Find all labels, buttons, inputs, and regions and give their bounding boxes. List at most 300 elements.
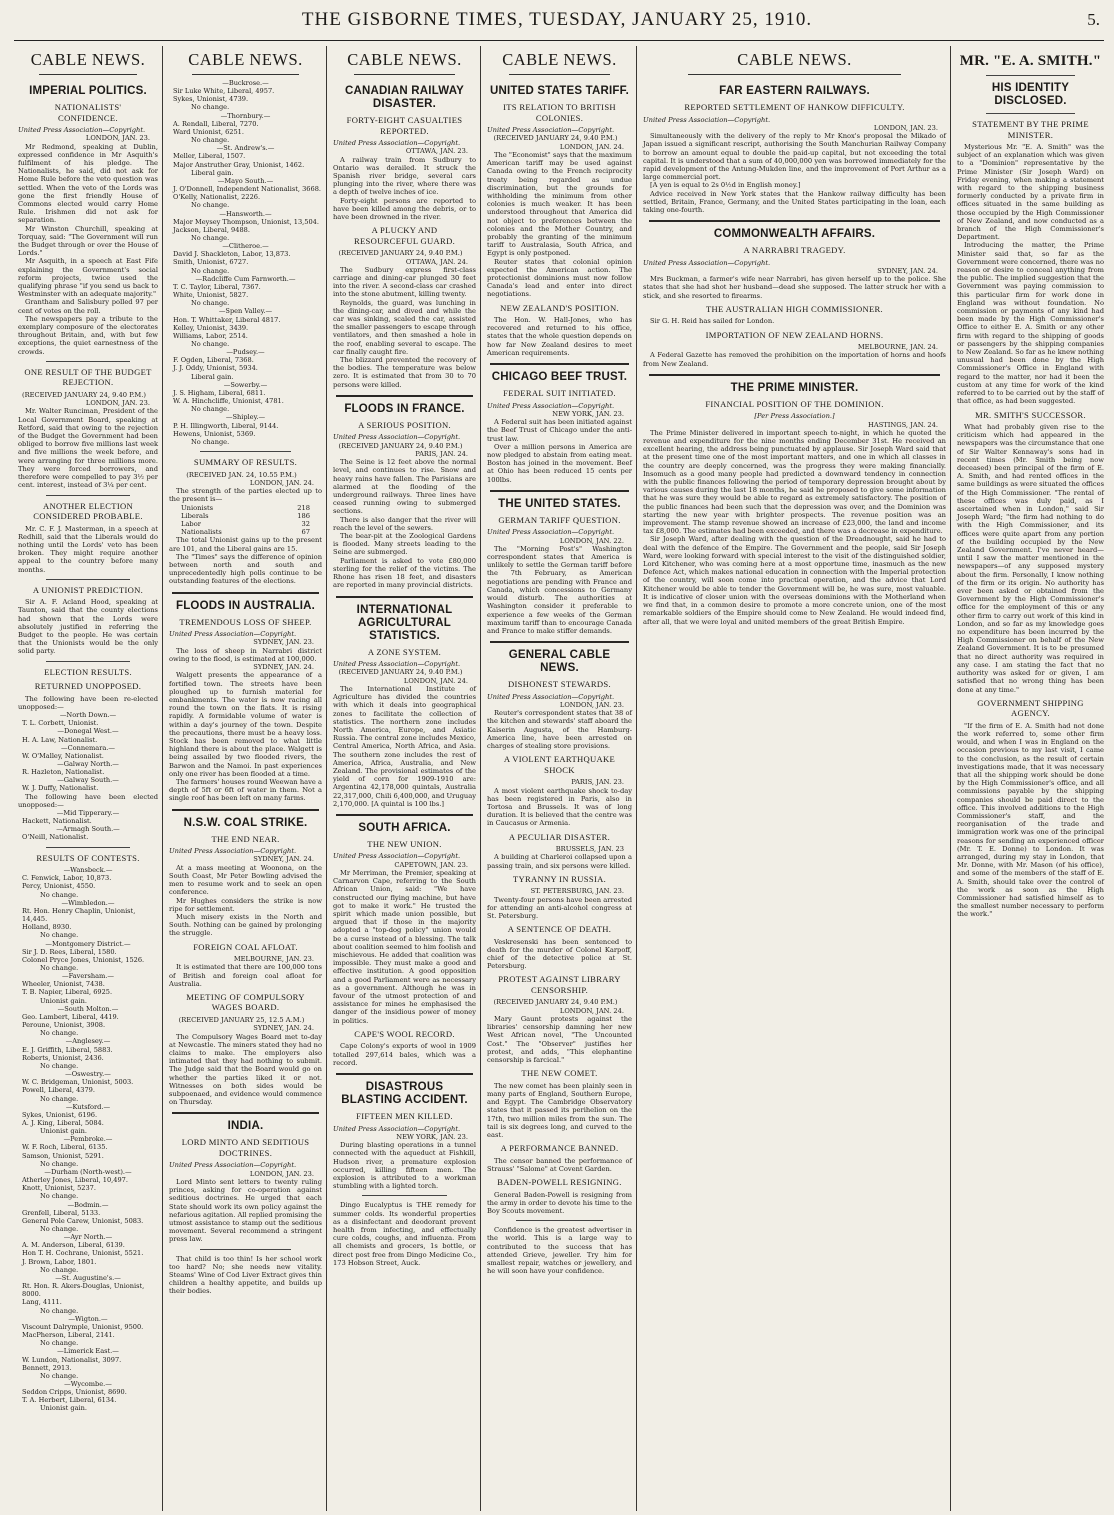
article-subheading: FIFTEEN MEN KILLED. <box>356 1111 453 1121</box>
candidate-result: Sykes, Unionist, 4739. <box>173 95 249 104</box>
dateline: PARIS, JAN. 23. <box>571 778 624 787</box>
press-credit: United Press Association—Copyright. <box>643 115 771 124</box>
page-number: 5. <box>1087 10 1100 29</box>
article-heading: FAR EASTERN RAILWAYS. <box>719 85 870 97</box>
candidate-result: Geo. Lambert, Liberal, 4419. <box>22 1012 119 1021</box>
column-heading: CABLE NEWS. <box>333 46 476 79</box>
column-heading: CABLE NEWS. <box>487 46 632 79</box>
candidate-result: White, Unionist, 5827. <box>173 291 249 300</box>
constituency-name: —Kutsford.— <box>65 1102 111 1111</box>
summary-row <box>181 504 310 512</box>
article-heading: SOUTH AFRICA. <box>358 821 451 834</box>
seat-change: No change. <box>40 1094 79 1103</box>
press-credit: United Press Association—Copyright. <box>487 528 615 537</box>
seat-change: Unionist gain. <box>40 996 87 1005</box>
article-heading: UNITED STATES TARIFF. <box>490 85 629 97</box>
paragraph: General Baden-Powell is resigning from the army in order to devote his time to the Boy Scouts movement. <box>487 1190 632 1215</box>
candidate-result: W. J. Duffy, Nationalist. <box>22 784 99 793</box>
article-subheading: FINANCIAL POSITION OF THE DOMINION. <box>705 398 884 409</box>
article-heading: IMPERIAL POLITICS. <box>29 85 147 97</box>
paragraph: Much misery exists in the North and South. Nothing can be gained by prolonging the struggle. <box>169 912 322 938</box>
column-heading: CABLE NEWS. <box>18 46 158 79</box>
candidate-result: R. Hazleton, Nationalist. <box>22 768 105 777</box>
candidate-result: Ward Unionist, 6251. <box>173 127 244 136</box>
candidate-result: Major Anstruther Gray, Unionist, 1462. <box>173 160 305 169</box>
article-subheading: A PECULIAR DISASTER. <box>508 831 611 842</box>
constituency-name: —Pudsey.— <box>226 348 265 357</box>
seat-change: No change. <box>40 1029 79 1038</box>
paragraph: The bear-pit at the Zoological Gardens is flooded. Many streets leading to the Seine are submerged. <box>333 532 476 557</box>
article-subheading: PROTEST AGAINST LIBRARY CENSORSHIP. <box>498 974 621 995</box>
paragraph: A Federal Gazette has removed the prohibition on the importation of horns and hoofs from New Zealand. <box>643 351 946 368</box>
candidate-result: W. A. Hinchcliffe, Unionist, 4781. <box>173 397 284 406</box>
article-subheading: MR. SMITH'S SUCCESSOR. <box>975 409 1086 420</box>
paragraph: A railway train from Sudbury to Ontario was derailed. It struck the Spanish river bridge, several cars plunging into the river, where there was a depth of twelve inches of ice. <box>333 155 476 197</box>
seat-change: No change. <box>191 340 230 348</box>
candidate-result: Sir Luke White, Liberal, 4957. <box>173 87 275 96</box>
article-subheading: IMPORTATION OF NEW ZEALAND HORNS. <box>705 329 884 340</box>
constituency-name: —Galway South.— <box>57 776 119 785</box>
paragraph: It is estimated that there are 100,000 tons of British and foreign coal afloat for Australia. <box>169 963 322 988</box>
candidate-result: Powell, Liberal, 4379. <box>22 1086 95 1095</box>
dateline: LONDON, JAN. 23. <box>873 123 938 132</box>
party-name: Liberals <box>181 511 209 520</box>
paragraph: The loss of sheep in Narrabri district owing to the flood, is estimated at 100,000. <box>169 646 322 663</box>
dateline: HASTINGS, JAN. 24. <box>868 420 938 429</box>
column-heading: CABLE NEWS. <box>643 46 946 79</box>
seat-change: No change. <box>191 103 230 112</box>
candidate-result: Sir J. D. Rees, Liberal, 1580. <box>22 947 117 956</box>
received-line: (RECEIVED JANUARY 24, 9.40 P.M.) <box>493 134 618 143</box>
seat-change: No change. <box>40 1306 79 1315</box>
paragraph: [A yen is equal to 2s 0½d in English money.] <box>650 181 801 190</box>
paragraph: Reuter states that colonial opinion expected the American action. The protectionist dominions must now follow Canada's lead and enter into direct negotiations. <box>487 257 632 299</box>
article-subheading: LORD MINTO AND SEDITIOUS DOCTRINES. <box>181 1137 310 1158</box>
article-subheading: GOVERNMENT SHIPPING AGENCY. <box>977 697 1084 719</box>
results-list <box>18 711 158 793</box>
article-subheading: A NARRABRI TRAGEDY. <box>743 245 846 256</box>
candidate-result: F. Ogden, Liberal, 7368. <box>173 356 254 365</box>
candidate-result: Atherley Jones, Liberal, 10,497. <box>22 1176 128 1185</box>
constituency-name: —Spen Valley.— <box>218 307 273 316</box>
paragraph: The censor banned the performance of Strauss' "Salome" at Covent Garden. <box>487 1156 632 1173</box>
dateline: SYDNEY, JAN. 24. <box>253 855 314 864</box>
press-credit: United Press Association—Copyright. <box>333 852 461 861</box>
candidate-result: Major Meysey Thompson, Unionist, 13,504. <box>173 217 319 226</box>
received-line: (RECEIVED JANUARY 24, 9.40 P.M.) <box>22 390 146 399</box>
constituency-name: —Sowerby.— <box>223 380 268 389</box>
dateline: CAPETOWN, JAN. 23. <box>394 860 468 869</box>
seat-change: No change. <box>40 931 79 940</box>
paragraph: Lord Minto sent letters to twenty ruling princes, asking for co-operation against seditious doctrines. He urged that each State should work its own policy against the nefarious agitation. All replied promising the utmost assistance to stamp out the seditious movement. Several recommend a stringent press law. <box>169 1177 322 1244</box>
article-heading: CANADIAN RAILWAY DISASTER. <box>344 85 465 110</box>
seat-count: 186 <box>297 511 310 520</box>
candidate-result: A. J. King, Liberal, 5084. <box>22 1118 104 1127</box>
divider <box>46 661 130 662</box>
seat-count: 67 <box>301 528 310 537</box>
constituency-name: —Wycombe.— <box>64 1379 112 1388</box>
dateline: NEW YORK, JAN. 23. <box>396 1132 468 1141</box>
constituency-name: —Wansbeck.— <box>63 866 113 875</box>
summary-table <box>169 504 322 537</box>
seat-change: No change. <box>40 1265 79 1274</box>
paragraph: Parliament is asked to vote £80,000 sterling for the relief of the victims. The Rhone has risen 18 feet, and disasters are reported in many provincial districts. <box>333 556 476 590</box>
candidate-result: J. S. Higham, Liberal, 6811. <box>173 388 266 397</box>
paragraph: The "Morning Post's" Washington correspondent states that America is unlikely to settle the German tariff before the 7th February, as American negotiations are pending with France and Canada, which concessions to Germany would disturb. The authorities at Washington consider it preferable to experience a few weeks of the German maximum tariff than to encourage Canada and France to make stiffer demands. <box>487 544 632 635</box>
section-rule <box>490 641 629 643</box>
candidate-result: David J. Shackleton, Labor, 13,873. <box>173 250 291 259</box>
newspaper-title: THE GISBORNE TIMES, TUESDAY, JANUARY 25, 1910. <box>301 9 813 30</box>
seat-change: No change. <box>191 136 230 145</box>
divider <box>986 113 1074 114</box>
paragraph: At a mass meeting at Woonona, on the South Coast, Mr Peter Bowling advised the men to resume work and to seek an open conference. <box>169 863 322 897</box>
paragraph: Cape Colony's exports of wool in 1909 totalled 297,614 bales, which was a record. <box>333 1042 476 1067</box>
paragraph: The "Economist" says that the maximum American tariff may be used against Canada owing to the French reciprocity treaty being regarded as undue discrimination, but the grounds for withholding the minimum from other colonies is much weaker. It has been understood throughout that America did not object to preferences between the colonies and the Mother Country, and probably the granting of the minimum tariff to Australasia, South Africa, and Egypt is only postponed. <box>487 150 632 258</box>
candidate-result: Kelley, Unionist, 3439. <box>173 323 249 332</box>
results-list <box>169 79 322 446</box>
candidate-result: A. M. Anderson, Liberal, 6139. <box>22 1241 125 1250</box>
constituency-name: —Mayo South.— <box>217 176 274 185</box>
section-rule <box>649 220 940 222</box>
constituency-name: —Buckrose.— <box>222 79 269 87</box>
article-subheading: STATEMENT BY THE PRIME MINISTER. <box>972 119 1089 140</box>
advertisement: Dingo Eucalyptus is THE remedy for summer colds. Its wonderful properties as a disinfectant and deodorant prevent health from infecting, and effectually cure colds, coughs, and influenza. From all chemists and grocers, 1s bottle, or direct post free from Dingo Medicine Co., 173 Hobson Street, Auck. <box>333 1201 476 1267</box>
paragraph: Mr Redmond, speaking at Dublin, expressed confidence in Mr Asquith's fulfilment of his pledge. The Nationalists, he said, did not ask for Home Rule before the veto question was settled. When the veto of the Lords was gone the first friendly House of Commons elected would carry Home Rule. Irishmen did not ask for separation. <box>18 142 158 225</box>
section-rule <box>490 490 629 492</box>
candidate-result: Knott, Unionist, 5237. <box>22 1184 96 1193</box>
candidate-result: W. C. Bridgeman, Unionist, 5003. <box>22 1078 134 1087</box>
seat-change: No change. <box>40 964 79 973</box>
column-5 <box>636 46 948 1511</box>
candidate-result: T. L. Corbett, Unionist. <box>22 719 99 728</box>
dateline: BRUSSELS, JAN. 23 <box>555 845 624 854</box>
columns <box>12 46 1106 1511</box>
article-subheading: RETURNED UNOPPOSED. <box>34 681 142 692</box>
candidate-result: J. Brown, Labor, 1801. <box>22 1257 97 1266</box>
candidate-result: Seddon Cripps, Unionist, 8690. <box>22 1388 127 1397</box>
dateline: MELBOURNE, JAN. 24. <box>857 343 938 352</box>
candidate-result: Rt. Hon. Henry Chaplin, Unionist, 14,445. <box>22 906 136 924</box>
paragraph: There is also danger that the river will reach the level of the sewers. <box>333 515 476 532</box>
paragraph: The strength of the parties elected up to the present is— <box>169 487 322 504</box>
dateline: LONDON, JAN. 23. <box>249 1169 314 1178</box>
column-heading: CABLE NEWS. <box>169 46 322 79</box>
seat-change: No change. <box>191 405 230 414</box>
article-subheading: DISHONEST STEWARDS. <box>508 679 611 690</box>
column-1 <box>12 46 160 1511</box>
paragraph: During blasting operations in a tunnel connected with the aqueduct at Fishkill, Hudson river, a premature explosion occurred, killing fifteen men. The explosion is attributed to a workman stumbling with a lighted torch. <box>333 1141 476 1191</box>
paragraph: Walgett presents the appearance of a fortified town. The streets have been ploughed up to furnish material for embankments. The water is now racing all round the town on the flats. It is rising rapidly. A formidable volume of water is within a day's journey of the town. Despite the precautions, there must be a heavy loss. Stock has been removed to what little highland there is about the place. Walgett is being assailed by two flooded rivers, the Barwon and the Namoi. In past experiences only one river has been flooded at a time. <box>169 671 322 778</box>
article-subheading: A PERFORMANCE BANNED. <box>500 1143 619 1154</box>
section-rule <box>649 374 940 376</box>
article-heading: FLOODS IN AUSTRALIA. <box>175 599 315 612</box>
press-credit: United Press Association—Copyright. <box>333 433 461 442</box>
section-rule <box>336 395 473 397</box>
seat-change: Unionist gain. <box>40 1127 87 1136</box>
article-subheading: A VIOLENT EARTHQUAKE SHOCK <box>503 754 616 775</box>
candidate-result: O'Neill, Nationalist. <box>22 833 89 842</box>
candidate-result: Hackett, Nationalist. <box>22 817 92 826</box>
section-rule <box>172 592 319 594</box>
candidate-result: General Pole Carew, Unionist, 5083. <box>22 1216 144 1225</box>
candidate-result: E. J. Griffith, Liberal, 5883. <box>22 1045 113 1054</box>
candidate-result: Jackson, Liberal, 9488. <box>173 225 250 234</box>
seat-change: No change. <box>191 233 230 242</box>
article-heading: GENERAL CABLE NEWS. <box>508 649 611 675</box>
section-rule <box>490 363 629 365</box>
dateline: LONDON, JAN. 23. <box>85 134 150 143</box>
paragraph: The Prime Minister delivered in important speech to-night, in which he quoted the revenue and expenditure for the nine months ending December 31st. He received an excellent hearing, the address being punctuated by applause. Sir Joseph Ward said that at the present time one of the most important matters, and one in which all classes in the country are deeply concerned, was the progress they were making financially. Insomuch as a good many people had predicted a downward tendency in connection with the public finances following the period of temporary depression brought about by various causes during the last 18 months, he said he proposed to give some information that he was sure they would be able to regard as extremely satisfactory. The position of the public finances had been such that the depression was over, and the Dominion was starting the new year with brighter prospects. The revenue position was an improvement. The stamp revenue showed an increase of £23,000, the land and income tax £8,000. The estimates had been exceeded, and there was a decrease in expenditure. <box>643 428 946 536</box>
article-subheading: TREMENDOUS LOSS OF SHEEP. <box>179 616 312 627</box>
paragraph: Grantham and Salisbury polled 97 per cent of votes on the roll. <box>18 298 158 315</box>
paragraph: The International Institute of Agriculture has divided the countries with which it deals into geographical zones to facilitate the collection of statistics. The northern zone includes North America, Europe, and Asiatic Russia. The central zone includes Mexico, Central America, North Africa, and Asia. The southern zone includes the rest of America, Africa, Australia, and New Zealand. The provisional estimates of the yield of corn for 1909-1910 are: Argentina 42,178,000 quintals, Australia 22,317,000, Chili 6,400,000, and Uruguay 2,170,000. [A quintal is 100 lbs.] <box>333 684 476 808</box>
candidate-result: A. Rendall, Liberal, 7270. <box>173 119 259 128</box>
advertisement: That child is too thin! Is her school work too hard? No; she needs new vitality. Steams' Wine of Cod Liver Extract gives thin children a healthy appetite, and builds up their bodies. <box>169 1254 322 1296</box>
summary-row <box>181 528 310 536</box>
article-subheading: THE END NEAR. <box>211 833 280 844</box>
received-line: (RECEIVED JANUARY 24, 9.40 P.M.) <box>493 998 618 1007</box>
party-name: Labor <box>181 519 201 528</box>
seat-change: No change. <box>40 1225 79 1234</box>
article-subheading: A UNIONIST PREDICTION. <box>32 584 144 595</box>
received-line: (RECEIVED JANUARY 24, 9.40 P.M.) <box>338 441 463 450</box>
constituency-name: —Bodmin.— <box>67 1200 109 1209</box>
constituency-name: —Mid Tipperary.— <box>56 809 120 818</box>
press-credit: United Press Association—Copyright. <box>169 847 297 856</box>
seat-change: No change. <box>40 1371 79 1380</box>
article-heading: INDIA. <box>227 1120 264 1133</box>
column-3 <box>326 46 478 1511</box>
candidate-result: W. F. Roch, Liberal, 6135. <box>22 1143 108 1152</box>
paragraph: The Sudbury express first-class carriage and dining-car plunged 30 feet into the river. A second-class car crashed into the stone abutment, killing twenty. <box>333 265 476 299</box>
paragraph: Over a million persons in America are now pledged to abstain from eating meat. Boston has joined in the movement. Beef at Ohio has been reduced 15 cents per 100lbs. <box>487 442 632 484</box>
paragraph: The new comet has been plainly seen in many parts of England, Southern Europe, and Egypt. The Cambridge Observatory states that it passed its perihelion on the 17th, two million miles from the sun. The tail is six degrees long, and curved to the east. <box>487 1081 632 1139</box>
paragraph: The Hon. W. Hall-Jones, who has recovered and returned to his office, states that the whole question depends on how far New Zealand desires to meet American requirements. <box>487 316 632 357</box>
article-subheading: THE NEW UNION. <box>367 838 442 849</box>
article-subheading: TYRANNY IN RUSSIA. <box>512 873 607 884</box>
press-credit: United Press Association—Copyright. <box>643 258 771 267</box>
press-credit: United Press Association—Copyright. <box>487 692 615 701</box>
paragraph: What had probably given rise to the criticism which had appeared in the newspapers was the circumstance that one of Sir Walter Kennaway's sons had in recent times (Mr. Smith being now deceased) been principal of the firm of E. A. Smith, and had rented offices in the same buildings as were situated the offices of the High Commissioner. "The rental of these offices was duly paid, as I ascertained when in London," said Sir Joseph Ward; "the firm had nothing to do with the High Commissioner, and its offices were quite apart from any portion of the building occupied by the New Zealand Government. I've never heard—until I saw the matter mentioned in the newspapers—of any supposed mystery about the firm. Personally, I know nothing of the firm or its origin. No authority has ever been asked or obtained from the Government by the High Commissioner's office for the employment of this or any other firm to carry out work of this kind in London, and so far as my knowledge goes no expenditure has been incurred by the High Commissioner on behalf of the New Zealand Government. It is to be presumed that no direct authority was required in any case. I am stating the fact that no authority was asked for or given, I am satisfied that no wrong thing has been done at any time." <box>957 423 1104 694</box>
article-heading: COMMONWEALTH AFFAIRS. <box>713 228 876 241</box>
candidate-result: Viscount Dalrymple, Unionist, 9500. <box>22 1322 144 1331</box>
article-subheading: THE NEW COMET. <box>521 1068 598 1079</box>
masthead-rule <box>14 40 1104 41</box>
candidate-result: MacPherson, Liberal, 2141. <box>22 1331 115 1340</box>
seat-change: No change. <box>40 1061 79 1070</box>
article-heading: THE PRIME MINISTER. <box>730 381 859 394</box>
constituency-name: —St. Andrew's.— <box>216 144 275 153</box>
dateline: SYDNEY, JAN. 23. <box>253 638 314 647</box>
article-subheading: REPORTED SETTLEMENT OF HANKOW DIFFICULTY. <box>684 102 905 112</box>
seat-change: No change. <box>191 299 230 308</box>
paragraph: Introducing the matter, the Prime Minister said that, so far as the Government were concerned, there was no reason or desire to conceal anything from the public. The implied suggestion that the Government was paying commission to this particular firm for work done in England was without foundation. No commission or payments of any kind had been made by the High Commissioner's Office to either E. A. Smith or any other firm with regard to the shipping of goods or passengers by the shipping companies to New Zealand. So far as he knew nothing unusual had been done by the High Commissioner's Office in England with regard to the matter, nor had it been the custom at any time for work of the kind referred to to be carried out by the staff of that office, as had been suggested. <box>957 241 1104 406</box>
article-subheading: ANOTHER ELECTION CONSIDERED PROBABLE. <box>33 500 143 521</box>
candidate-result: Meller, Liberal, 1507. <box>173 152 246 161</box>
dateline: LONDON, JAN. 22. <box>559 536 624 545</box>
article-subheading: A SENTENCE OF DEATH. <box>507 924 612 935</box>
received-line: (RECEIVED JANUARY 25, 12.5 A.M.) <box>178 1015 305 1024</box>
article-subheading: NEW ZEALAND'S POSITION. <box>500 302 619 313</box>
constituency-name: —Armagh South.— <box>56 825 120 834</box>
article-subheading: CAPE'S WOOL RECORD. <box>354 1028 455 1039</box>
dateline: LONDON, JAN. 24. <box>559 142 624 151</box>
paragraph: Mr. C. F. J. Masterman, in a speech at Redhill, said that the Liberals would do nothing until the Lords' veto has been broken. They might require another appeal to the country before many months. <box>18 524 158 574</box>
candidate-result: O'Kelly, Nationalist, 2226. <box>173 193 261 202</box>
press-credit: United Press Association—Copyright. <box>169 630 297 639</box>
candidate-result: T. A. Herbert, Liberal, 6134. <box>22 1396 117 1405</box>
column-6 <box>950 46 1106 1511</box>
constituency-name: —South Molton.— <box>57 1004 119 1013</box>
divider <box>46 361 130 362</box>
candidate-result: J. O'Donnell, Independent Nationalist, 3668. <box>173 185 321 194</box>
constituency-name: —St. Augustine's.— <box>55 1273 121 1282</box>
section-rule <box>336 814 473 816</box>
article-subheading: A SERIOUS POSITION. <box>358 419 451 430</box>
article-subheading: FOREIGN COAL AFLOAT. <box>193 941 298 952</box>
article-subheading: ONE RESULT OF THE BUDGET REJECTION. <box>24 366 152 388</box>
paragraph: A most violent earthquake shock to-day has been registered in Paris, also in Tortosa and Brussels. It was of long duration. It is believed that the centre was in Caucasus or Armenia. <box>487 786 632 828</box>
article-heading: FLOODS IN FRANCE. <box>344 402 465 415</box>
article-subheading: ELECTION RESULTS. <box>44 666 132 677</box>
dateline: LONDON, JAN. 24. <box>559 1006 624 1015</box>
candidate-result: C. Fenwick, Labor, 10,873. <box>22 874 112 883</box>
advertisement: Confidence is the greatest advertiser in the world. This is a large way to contributed to the success that has attended Grieve, jeweller. Try him for smallest repair, watches or jewellery, and he will soon have your confidence. <box>487 1226 632 1276</box>
divider <box>362 1195 448 1196</box>
press-credit: United Press Association—Copyright. <box>333 1124 461 1133</box>
paragraph: Mr Hughes considers the strike is now ripe for settlement. <box>169 896 322 913</box>
constituency-name: —Shipley.— <box>225 413 266 422</box>
press-credit: [Per Press Association.] <box>754 412 835 421</box>
press-credit: United Press Association—Copyright. <box>487 401 615 410</box>
paragraph: Forty-eight persons are reported to have been killed among the debris, or to have been drowned in the river. <box>333 196 476 222</box>
paragraph: The total Unionist gains up to the present are 101, and the Liberal gains are 15. <box>169 536 322 553</box>
constituency-name: —Oswestry.— <box>65 1070 111 1079</box>
column-4 <box>480 46 634 1511</box>
candidate-result: Colonel Pryce Jones, Unionist, 1526. <box>22 955 145 964</box>
summary-row <box>181 520 310 528</box>
divider <box>200 451 292 452</box>
divider <box>986 75 1074 76</box>
section-rule <box>336 1073 473 1075</box>
paragraph: Sir A. F. Acland Hood, speaking at Taunton, said that the county elections had shown that the Lords were absolutely justified in referring the Budget to the people. He was certain that the Unionists would be the only solid party. <box>18 598 158 656</box>
party-name: Unionists <box>181 503 214 512</box>
article-subheading: BADEN-POWELL RESIGNING. <box>497 1177 622 1188</box>
paragraph: The Seine is 12 feet above the normal level, and continues to rise. Snow and heavy rains have fallen. The Parisians are alarmed at the flooding of the underground railways. Three lines have ceased running owing to submerged sections. <box>333 458 476 516</box>
seat-change: No change. <box>40 1339 79 1348</box>
divider <box>46 847 130 848</box>
section-rule <box>336 596 473 598</box>
paragraph: Simultaneously with the delivery of the reply to Mr Knox's proposal the Mikado of Japan issued a significant rescript, authorising the South Manchurian Railway Company to borrow an amount equal to double the paid-up capital, but not exceeding the total capital. It is understood that a sum of 40,000,000 yen was borrowed immediately for the rapid development of the Antung-Mukden line, and the improvement of Port Arthur as a large commercial port. <box>643 132 946 182</box>
article-subheading: A ZONE SYSTEM. <box>367 646 442 657</box>
candidate-result: W. Lundon, Nationalist, 3097. <box>22 1355 122 1364</box>
seat-change: No change. <box>191 201 230 210</box>
received-line: (RECEIVED JANUARY 24, 9.40 P.M.) <box>338 249 463 258</box>
seat-change: Unionist gain. <box>40 1404 87 1413</box>
candidate-result: Williams, Labor, 2514. <box>173 331 248 340</box>
candidate-result: Bennett, 2913. <box>22 1363 72 1372</box>
paragraph: Sir Joseph Ward, after dealing with the question of the Dreadnought, said he had to deal with the defence of the Empire. The Government and the people, said Sir Joseph Ward, were looking forward with special interest to the visit of the distinguished soldier, Lord Kitchener, who was coming here at a most opportune time, inasmuch as the new Defence Act, which makes national education in connection with the Imperial protection of the country, will soon come into practical operation, and the advice that Lord Kitchener would be able to tender the Government will be, he was sure, most valuable. It is indicative of closer union with the overseas dominions with the Motherland when we find that, in a common desire to promote a more concrete union, one of the most remarkable soldiers of the Empire should come to New Zealand. He would indeed find, after all, that we were loyal and united members of the great British Empire. <box>643 535 946 626</box>
press-credit: United Press Association—Copyright. <box>18 126 146 134</box>
candidate-result: Hon T. H. Cochrane, Unionist, 5521. <box>22 1249 144 1258</box>
paragraph: Reuter's correspondent states that 38 of the kitchen and stewards' staff aboard the Kaiserin Augusta, of the Hamburg-America line, have been arrested on charges of stealing store provisions. <box>487 709 632 751</box>
constituency-name: —Wimbledon.— <box>61 898 115 907</box>
paragraph: Advice received in New York states that the Hankow railway difficulty has been settled, Britain, France, Germany, and the United States participating in the loan, each taking one-fourth. <box>643 189 946 214</box>
article-subheading: FORTY-EIGHT CASUALTIES REPORTED. <box>346 115 463 136</box>
article-heading: INTERNATIONAL AGRICULTURAL STATISTICS. <box>356 603 453 642</box>
paragraph: A building at Charleroi collapsed upon a passing train, and six persons were killed. <box>487 853 632 870</box>
constituency-name: —Limerick East.— <box>57 1347 119 1356</box>
constituency-name: —Radcliffe Cum Farnworth.— <box>195 274 296 283</box>
dateline: OTTAWA, JAN. 23. <box>405 147 468 156</box>
paragraph: Mr Winston Churchill, speaking at Torquay, said: "The Government will run the Budget through or over the House of Lords." <box>18 224 158 258</box>
paragraph: Mr. Walter Runciman, President of the Local Government Board, speaking at Retford, said that owing to the rejection of the Budget the Government had been obliged to borrow five millions last week and five millions the week before, and were arranging for three millions more. They were forced borrowers, and therefore were compelled to pay 3½ per cent. interest, instead of 3¼ per cent. <box>18 407 158 490</box>
article-subheading: NATIONALISTS' CONFIDENCE. <box>54 102 122 123</box>
paragraph: The blizzard prevented the recovery of the bodies. The temperature was below zero. It is estimated that from 30 to 70 persons were killed. <box>333 356 476 389</box>
candidate-result: T. B. Napier, Liberal, 6925. <box>22 988 113 997</box>
seat-change: Liberal gain. <box>191 372 234 381</box>
paragraph: The Compulsory Wages Board met to-day at Newcastle. The miners stated they had no claims to make. The employers also intimated that they had nothing to submit. The Judge said that the Board would go on whether the parties liked it or not. Witnesses on both sides would be subpoenaed, and evidence would commence on Thursday. <box>169 1032 322 1107</box>
seat-change: No change. <box>191 437 230 446</box>
article-subheading: RESULTS OF CONTESTS. <box>36 852 140 863</box>
paragraph: Mr Merriman, the Premier, speaking at Carnarvon Cape, referring to the South African Union, said: "We have constructed our flying machine, but have got to make it work." He trusted the spirit which made union possible, but argued that if those in the majority adopted a "top-dog policy" union would be a curse instead of a blessing. The talk about coalition seemed to him foolish and mischievous. He added that coalition was impossible. They must make a good and effective institution. A good opposition and a good Parliament were as necessary as a government. Although he was in favour of the utmost protection of and assistance for mines he emphasised the danger of the insidious power of money in politics. <box>333 869 476 1025</box>
party-name: Nationalists <box>181 528 222 537</box>
paragraph: The following have been elected unopposed:— <box>18 792 158 809</box>
paragraph: Mary Gaunt protests against the libraries' censorship damning her new West African novel, "The Uncounted Cost." The "Observer" justifies her protest, and adds, "This elephantine censorship is farcical." <box>487 1015 632 1065</box>
divider <box>46 495 130 496</box>
candidate-result: Wheeler, Unionist, 7438. <box>22 980 105 989</box>
paragraph: Mrs Buckman, a farmer's wife near Narrabri, has given herself up to the police. She states that she had shot her husband—dead she supposed. The latter struck her with a stick, and she resorted to firearms. <box>643 275 946 300</box>
dateline: LONDON, JAN. 23. <box>85 399 150 408</box>
candidate-result: Peroune, Unionist, 3908. <box>22 1021 106 1030</box>
paragraph: The following have been re-elected unopposed:— <box>18 694 158 711</box>
dateline: ST. PETERSBURG, JAN. 23. <box>530 887 624 896</box>
received-line: (RECEIVED JAN. 24, 10.55 P.M.) <box>186 470 297 479</box>
dateline: LONDON, JAN. 23. <box>559 700 624 709</box>
seat-change: No change. <box>191 266 230 275</box>
article-heading: CHICAGO BEEF TRUST. <box>491 371 628 384</box>
seat-change: No change. <box>40 1159 79 1168</box>
seat-count: 32 <box>301 519 310 528</box>
press-credit: United Press Association—Copyright. <box>487 126 615 134</box>
constituency-name: —Galway North.— <box>57 759 119 768</box>
constituency-name: —Montgomery District.— <box>45 939 131 948</box>
dateline: PARIS, JAN. 24. <box>415 449 468 458</box>
candidate-result: Hon. T. Whittaker, Liberal 4817. <box>173 315 281 324</box>
press-credit: United Press Association—Copyright. <box>169 1161 297 1170</box>
constituency-name: —Anglesey.— <box>65 1037 111 1046</box>
received-line: (RECEIVED JANUARY 24, 9.40 P.M.) <box>338 668 463 677</box>
constituency-name: —Hansworth.— <box>219 209 272 218</box>
article-heading: N.S.W. COAL STRIKE. <box>183 816 308 829</box>
dateline: SYDNEY, JAN. 24. <box>253 663 314 672</box>
candidate-result: Lang, 4111. <box>22 1298 62 1307</box>
press-credit: United Press Association—Copyright. <box>333 660 461 668</box>
seat-count: 218 <box>297 503 310 512</box>
divider <box>200 1249 292 1250</box>
candidate-result: H. A. Law, Nationalist. <box>22 735 98 744</box>
constituency-name: —Ayr North.— <box>63 1233 113 1242</box>
paragraph: The newspapers pay a tribute to the exemplary composure of the electorates throughout Britain, and, with but few exceptions, the quiet earnestness of the crowds. <box>18 314 158 356</box>
paragraph: Mr Asquith, in a speech at East Fife explaining the Government's social reform projects, twice used the qualifying phrase "if you send us back to Westminster with an adequate majority." <box>18 257 158 299</box>
constituency-name: —North Down.— <box>59 711 117 720</box>
paragraph: "If the firm of E. A. Smith had not done the work referred to, some other firm would, and when I was in England on the occasion previous to my last visit, I came to the conclusion, as the result of certain investigations made, that it was necessary that all the shipping work should be done by the High Commissioner's office, and all commissions payable by the shipping companies should be paid direct to the office. This involved additions to the High Commissioner's staff, and the reorganisation of the trade and immigration work was one of the principal reasons for sending an experienced officer (Mr. T. E. Donne) to London. It was arranged, during my stay in London, that Mr. Donne, with Mr. Mason (of his office), and some of the members of the staff of E. A. Smith, should take over the control of the work as soon as the High Commissioner had satisfied himself as to the smallest number necessary to perform the work." <box>957 721 1104 919</box>
press-credit: United Press Association—Copyright. <box>333 139 461 147</box>
dateline: NEW YORK, JAN. 23. <box>552 409 624 418</box>
paragraph: The "Times" says the difference of opinion between north and south and unprecedentedly high polls continue to be outstanding features of the elections. <box>169 552 322 586</box>
column-2 <box>162 46 324 1511</box>
article-subheading: ITS RELATION TO BRITISH COLONIES. <box>503 102 616 123</box>
